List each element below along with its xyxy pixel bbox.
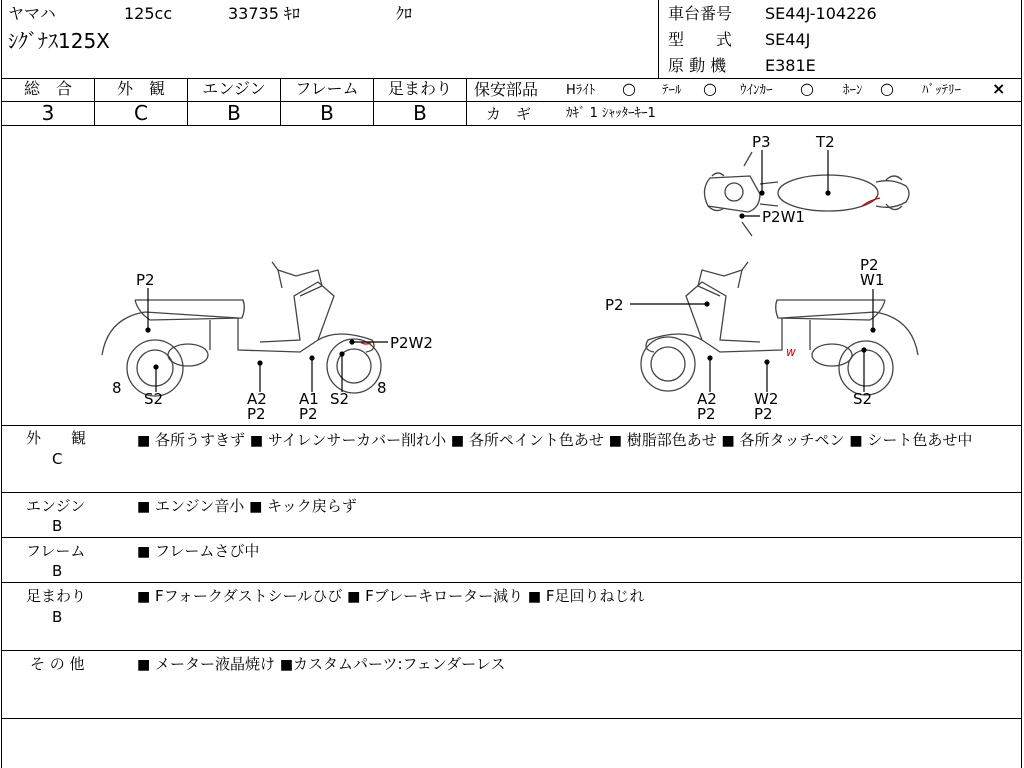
remark-items-exterior: ■ 各所うすきず ■ サイレンサーカバー削れ小 ■ 各所ペイント色あせ ■ 樹脂部色あせ ■ 各所タッチペン ■ シート色あせ中 xyxy=(137,431,973,449)
diagram-label: S2 xyxy=(853,390,873,408)
remark-item: 各所タッチペン xyxy=(739,431,845,449)
remark-item: F足回りねじれ xyxy=(545,587,645,605)
remark-item: キック戻らず xyxy=(267,497,357,515)
remark-items-suspension: ■ Fフォークダストシールひび ■ Fブレーキローター減り ■ F足回りねじれ xyxy=(137,587,645,605)
grade-value-exterior: C xyxy=(134,101,148,125)
remark-grade-engine: B xyxy=(52,517,63,535)
grid-line xyxy=(466,78,467,125)
grid-line xyxy=(467,101,1021,102)
remark-items-frame: ■ フレームさび中 xyxy=(137,542,260,560)
grid-line xyxy=(1,582,1022,583)
remark-item: 各所ペイント色あせ xyxy=(468,431,604,449)
remark-item: エンジン音小 xyxy=(155,497,245,515)
safety-item-battery: ﾊﾞｯﾃﾘｰ xyxy=(922,83,961,98)
grid-line xyxy=(1,492,1022,493)
diagram-mark-w: w xyxy=(786,345,796,359)
safety-item-tail: ﾃｰﾙ xyxy=(662,83,682,98)
grade-value-engine: B xyxy=(227,101,241,125)
remark-items-other: ■ メーター液晶焼け ■カスタムパーツ:フェンダーレス xyxy=(137,655,506,673)
displacement: 125cc xyxy=(124,4,173,23)
remark-item: メーター液晶焼け xyxy=(155,655,276,673)
safety-item-winker: ｳｲﾝｶｰ xyxy=(740,83,773,98)
diagram-label: T2 xyxy=(816,133,835,151)
color: ｸﾛ xyxy=(396,4,413,23)
remark-label-engine: エンジン xyxy=(26,497,86,515)
maker: ヤマハ xyxy=(8,4,56,23)
grade-label-frame: フレーム xyxy=(295,79,359,98)
remark-items-engine: ■ エンジン音小 ■ キック戻らず xyxy=(137,497,357,515)
grade-label-overall: 総 合 xyxy=(23,79,72,98)
diagram-label: P2 xyxy=(605,296,624,314)
safety-mark-battery: × xyxy=(992,79,1006,98)
diagram-label: P2 xyxy=(299,405,318,423)
remark-item: Fフォークダストシールひび xyxy=(155,587,343,605)
grade-value-frame: B xyxy=(320,101,334,125)
remark-item: シート色あせ中 xyxy=(867,431,973,449)
diagram-label: 8 xyxy=(112,379,122,397)
mileage: 33735 ｷﾛ xyxy=(228,4,300,23)
diagram-label: S2 xyxy=(330,390,350,408)
diagram-label: P2 xyxy=(860,256,879,274)
type-value: SE44J xyxy=(765,30,811,49)
key-value: ｶｷﾞ 1 ｼｬｯﾀｰｷｰ1 xyxy=(566,106,656,121)
grade-label-exterior: 外 観 xyxy=(116,79,165,98)
safety-mark-winker: ○ xyxy=(800,79,814,98)
diagram-label: P2W2 xyxy=(390,334,433,352)
header-divider xyxy=(658,0,659,78)
diagram-label: A2 xyxy=(697,390,717,408)
grid-line xyxy=(1,425,1022,426)
remark-label-other: そ の 他 xyxy=(30,655,85,673)
diagram-label: 8 xyxy=(377,379,387,397)
key-label: カ ギ xyxy=(486,105,532,123)
diagram-label: A1 xyxy=(299,390,319,408)
type-label: 型 式 xyxy=(668,30,733,49)
grid-line xyxy=(1,650,1022,651)
remark-label-frame: フレーム xyxy=(26,542,86,560)
diagram-label: W1 xyxy=(860,271,885,289)
remark-item: 各所うすきず xyxy=(155,431,246,449)
safety-item-headlight: Hﾗｲﾄ xyxy=(566,83,596,98)
grade-label-engine: エンジン xyxy=(202,79,266,98)
remark-item: カスタムパーツ:フェンダーレス xyxy=(293,655,506,673)
grade-value-suspension: B xyxy=(413,101,427,125)
safety-item-horn: ﾎｰﾝ xyxy=(843,83,863,98)
safety-mark-horn: ○ xyxy=(880,79,894,98)
diagram-label: A2 xyxy=(247,390,267,408)
diagram-label: W2 xyxy=(754,390,779,408)
engine-label: 原 動 機 xyxy=(668,56,727,75)
remark-label-exterior: 外 観 xyxy=(26,429,87,447)
grade-value-overall: 3 xyxy=(41,101,55,125)
scooter-diagram xyxy=(0,126,1024,424)
grid-line xyxy=(1,718,1022,719)
diagram-label: P2 xyxy=(697,405,716,423)
remark-item: サイレンサーカバー削れ小 xyxy=(267,431,447,449)
safety-mark-headlight: ○ xyxy=(622,79,636,98)
remark-grade-frame: B xyxy=(52,562,63,580)
diagram-label: P2W1 xyxy=(762,208,805,226)
scooter-top-view xyxy=(704,152,909,236)
engine-value: E381E xyxy=(765,56,816,75)
diagram-label: P2 xyxy=(754,405,773,423)
remark-label-suspension: 足まわり xyxy=(26,587,87,605)
remark-grade-exterior: C xyxy=(52,450,63,468)
remark-item: 樹脂部色あせ xyxy=(626,431,717,449)
remark-item: Fブレーキローター減り xyxy=(365,587,524,605)
model-name: ｼｸﾞﾅｽ125X xyxy=(8,29,110,53)
frame-value: SE44J-104226 xyxy=(765,4,877,23)
safety-label: 保安部品 xyxy=(474,80,539,99)
remark-grade-suspension: B xyxy=(52,608,63,626)
diagram-label: P3 xyxy=(752,133,771,151)
diagram-label: P2 xyxy=(136,271,155,289)
frame-label: 車台番号 xyxy=(668,4,733,23)
grid-line xyxy=(1,537,1022,538)
remark-item: フレームさび中 xyxy=(155,542,260,560)
safety-mark-tail: ○ xyxy=(703,79,717,98)
grade-label-suspension: 足まわり xyxy=(387,79,452,98)
diagram-label: P2 xyxy=(247,405,266,423)
diagram-label: S2 xyxy=(144,390,164,408)
